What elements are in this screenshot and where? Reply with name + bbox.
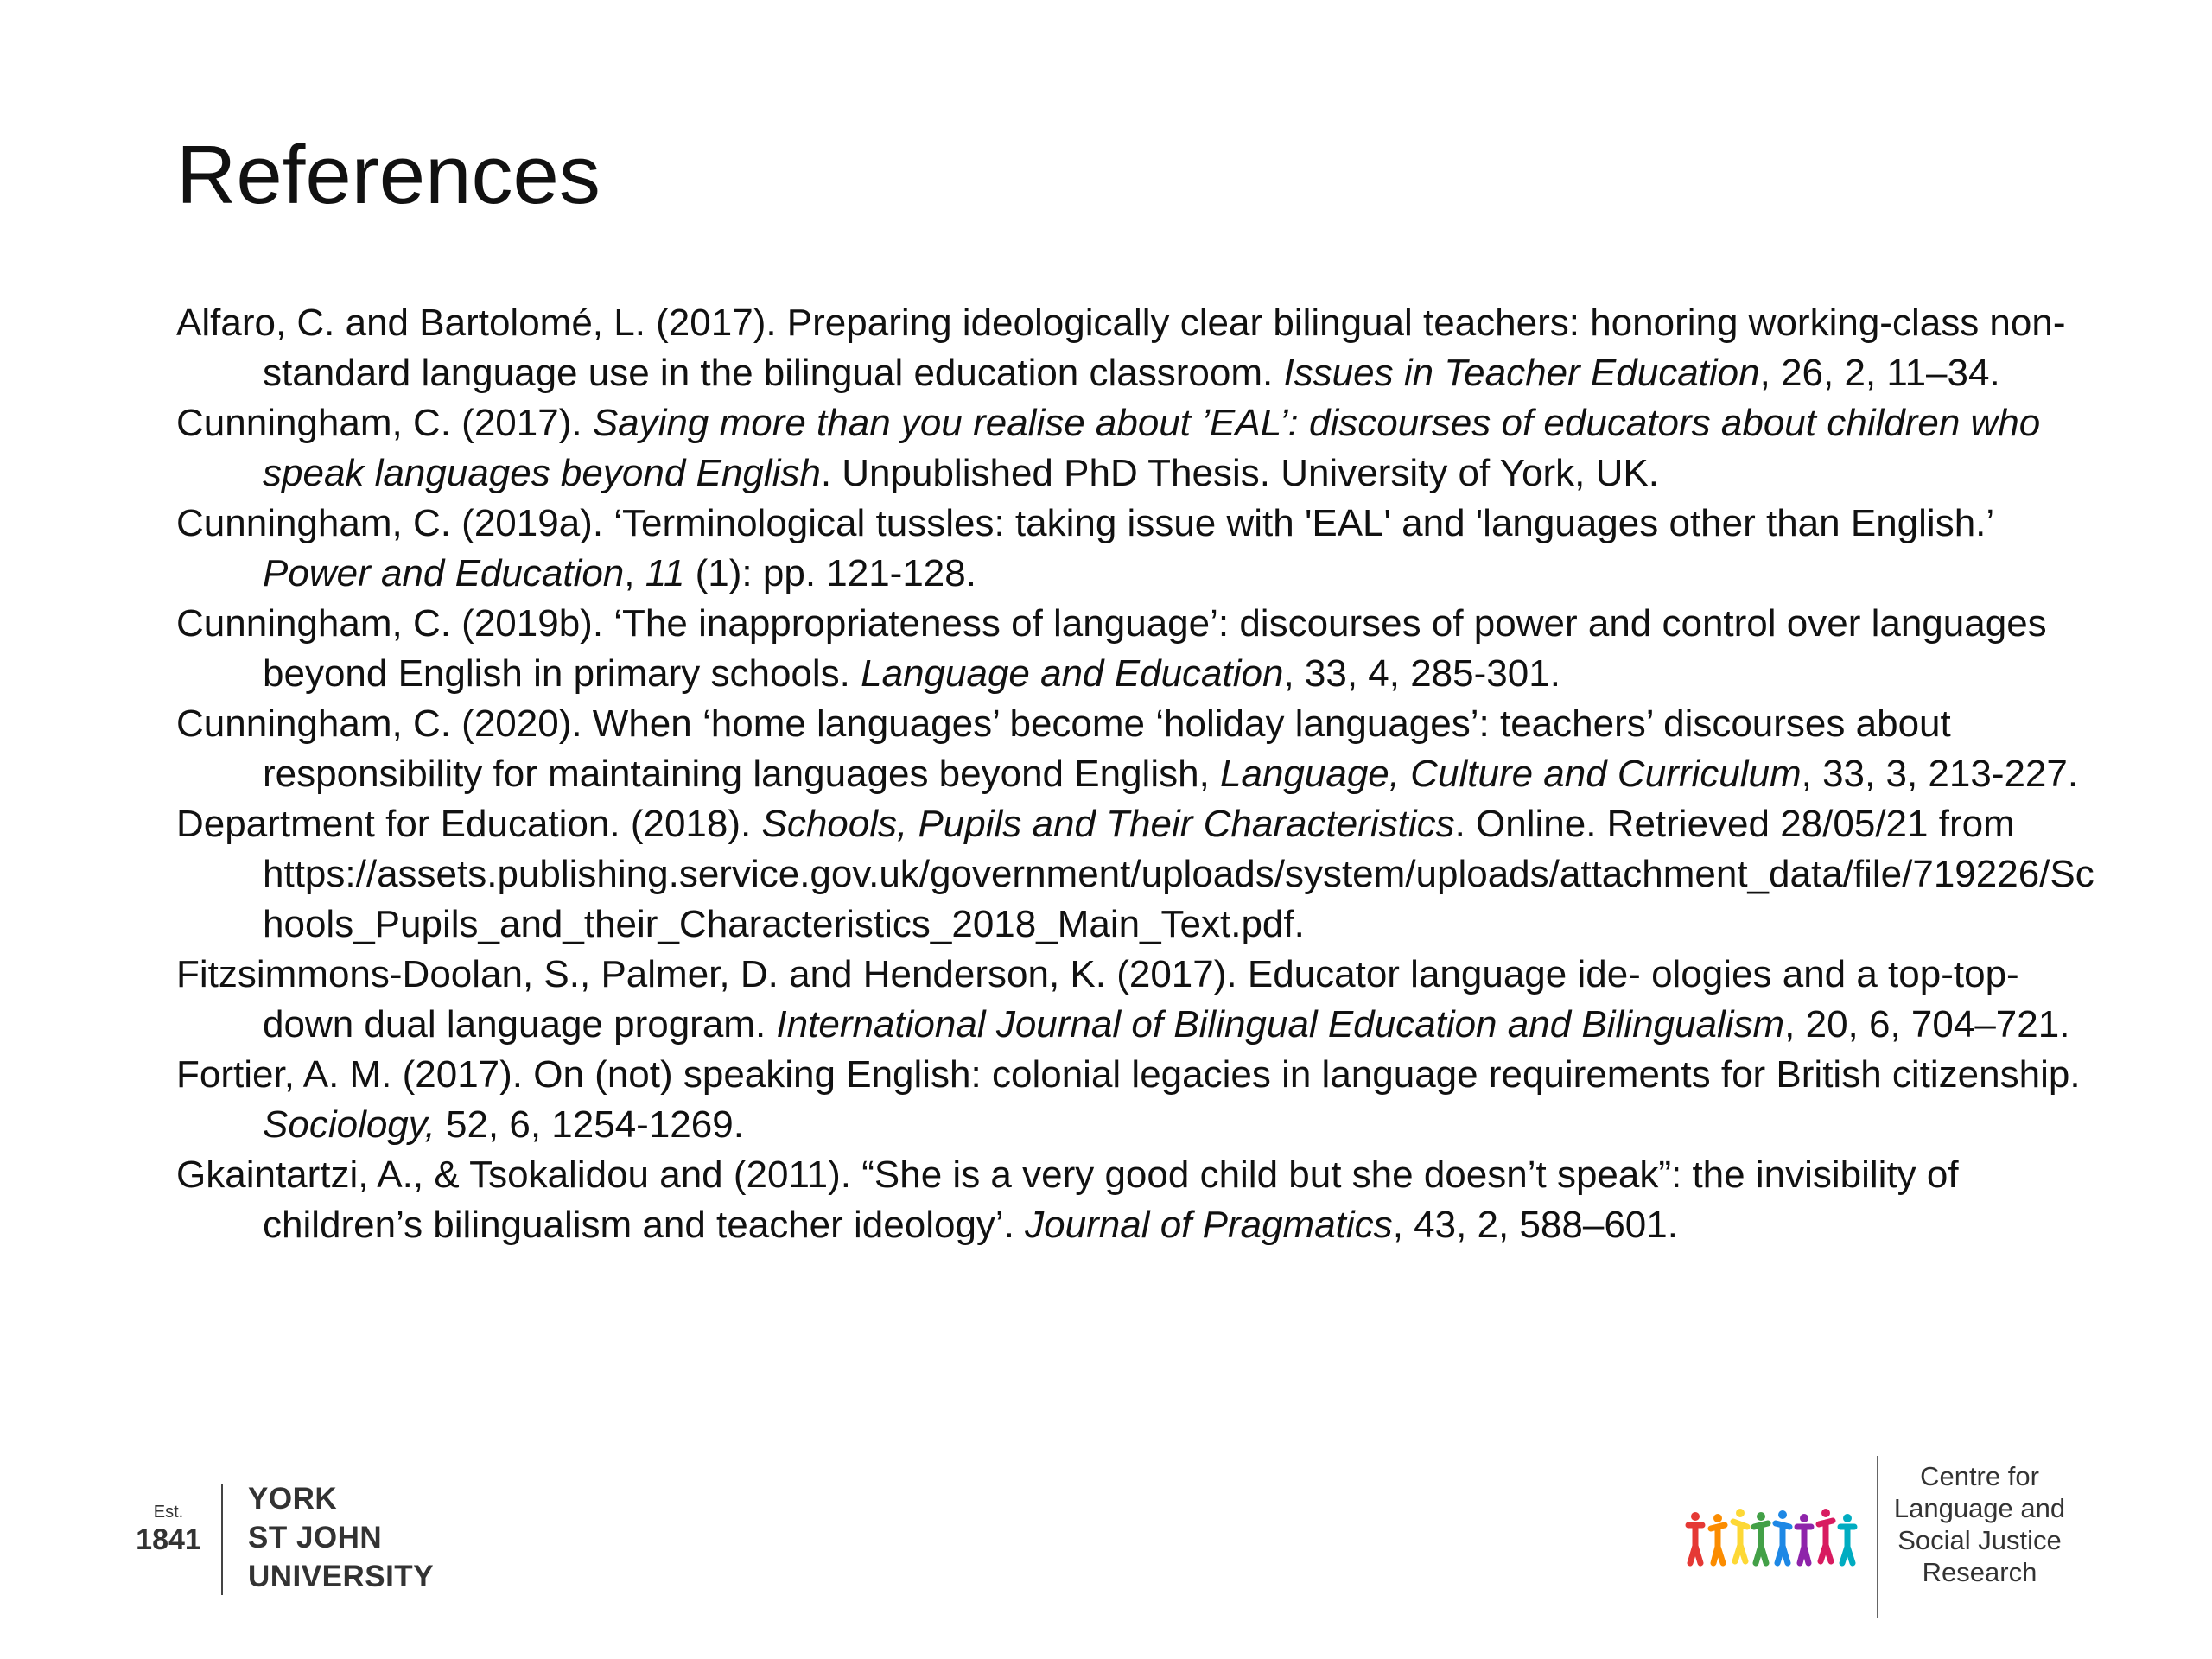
- university-name-line: ST JOHN: [248, 1521, 383, 1554]
- est-year: 1841: [136, 1523, 201, 1556]
- reference-source: Saying more than you realise about ’EAL’: discourses of educators about children who speak languages beyond English: [263, 402, 2041, 494]
- university-name-line: YORK: [248, 1482, 338, 1516]
- university-name-line: UNIVERSITY: [248, 1560, 435, 1593]
- logo-divider: [1877, 1456, 1878, 1618]
- reference-source: Language and Education: [861, 652, 1284, 695]
- person-figure-icon: [1688, 1512, 1702, 1563]
- research-centre-line: Research: [1922, 1557, 2037, 1587]
- reference-text: , 43, 2, 588–601.: [1392, 1204, 1678, 1246]
- reference-text: Fitzsimmons-Doolan, S., Palmer, D. and Henderson, K. (2017). Educator language ide- ologies and a top-top-down dual language program.: [176, 953, 2019, 1046]
- reference-item: [176, 599, 2107, 699]
- york-st-john-logo: [125, 1476, 462, 1605]
- reference-source: 11: [645, 552, 685, 594]
- logo-divider: [221, 1484, 223, 1595]
- reference-text: . Online. Retrieved 28/05/21 from https://assets.publishing.service.gov.uk/government/uploads/system/uploads/attachment_data/file/719226/Schools_Pupils_and_their_Characteristics_2018_Main_Text.pdf.: [263, 803, 2094, 945]
- reference-text: Cunningham, C. (2017).: [176, 402, 593, 444]
- reference-item: [176, 398, 2107, 499]
- reference-text: Department for Education. (2018).: [176, 803, 762, 845]
- reference-source: Journal of Pragmatics: [1025, 1204, 1393, 1246]
- research-centre-line: Language and: [1893, 1493, 2066, 1523]
- reference-text: Alfaro, C. and Bartolomé, L. (2017). Preparing ideologically clear bilingual teachers: honoring working-class non-standard language use in the bilingual education classroom.: [176, 302, 2066, 394]
- reference-list: [176, 298, 2107, 1250]
- person-figure-icon: [1754, 1512, 1768, 1563]
- reference-text: Cunningham, C. (2020). When ‘home languages’ become ‘holiday languages’: teachers’ discourses about responsibility for maintaining languages beyond English,: [176, 702, 1951, 795]
- research-centre-name: [1889, 1460, 2070, 1588]
- reference-text: , 33, 4, 285-301.: [1283, 652, 1560, 695]
- reference-item: [176, 699, 2107, 799]
- reference-text: . Unpublished PhD Thesis. University of York, UK.: [820, 452, 1659, 494]
- reference-text: ,: [624, 552, 645, 594]
- reference-source: Schools, Pupils and Their Characteristics: [761, 803, 1455, 845]
- person-figure-icon: [1776, 1510, 1789, 1563]
- reference-text: Gkaintartzi, A., & Tsokalidou and (2011). “She is a very good child but she doesn’t speak”: the invisibility of children’s bilingualism and teacher ideology’.: [176, 1154, 1959, 1246]
- reference-source: International Journal of Bilingual Education and Bilingualism: [776, 1003, 1785, 1046]
- reference-item: [176, 950, 2107, 1050]
- reference-source: Issues in Teacher Education: [1283, 352, 1760, 394]
- reference-text: 52, 6, 1254-1269.: [435, 1103, 744, 1146]
- reference-item: [176, 799, 2107, 950]
- slide-title: References: [176, 129, 601, 221]
- reference-item: [176, 298, 2107, 398]
- reference-item: [176, 1050, 2107, 1150]
- reference-source: Language, Culture and Curriculum: [1220, 753, 1802, 795]
- established-label: [125, 1502, 212, 1557]
- people-group-icon: [1685, 1497, 1866, 1575]
- person-figure-icon: [1819, 1509, 1833, 1561]
- est-label: Est.: [153, 1503, 184, 1522]
- university-name: [248, 1479, 434, 1596]
- reference-text: , 20, 6, 704–721.: [1784, 1003, 2070, 1046]
- reference-source: Power and Education: [263, 552, 625, 594]
- reference-source: Sociology,: [263, 1103, 435, 1146]
- person-figure-icon: [1711, 1514, 1725, 1563]
- reference-text: Cunningham, C. (2019a). ‘Terminological tussles: taking issue with 'EAL' and 'languages other than English.’: [176, 502, 1993, 544]
- person-figure-icon: [1840, 1514, 1854, 1563]
- reference-text: Fortier, A. M. (2017). On (not) speaking English: colonial legacies in language requirements for British citizenship.: [176, 1053, 2081, 1096]
- person-figure-icon: [1797, 1514, 1811, 1563]
- reference-item: [176, 1150, 2107, 1250]
- person-figure-icon: [1733, 1509, 1747, 1561]
- research-centre-line: Centre for: [1920, 1461, 2039, 1491]
- reference-text: Cunningham, C. (2019b). ‘The inappropriateness of language’: discourses of power and control over languages beyond English in primary schools.: [176, 602, 2047, 695]
- reference-text: , 26, 2, 11–34.: [1759, 352, 2000, 394]
- research-centre-logo: [1685, 1456, 2091, 1620]
- research-centre-line: Social Justice: [1897, 1525, 2062, 1555]
- reference-item: [176, 499, 2107, 599]
- reference-text: (1): pp. 121-128.: [684, 552, 976, 594]
- reference-text: , 33, 3, 213-227.: [1801, 753, 2079, 795]
